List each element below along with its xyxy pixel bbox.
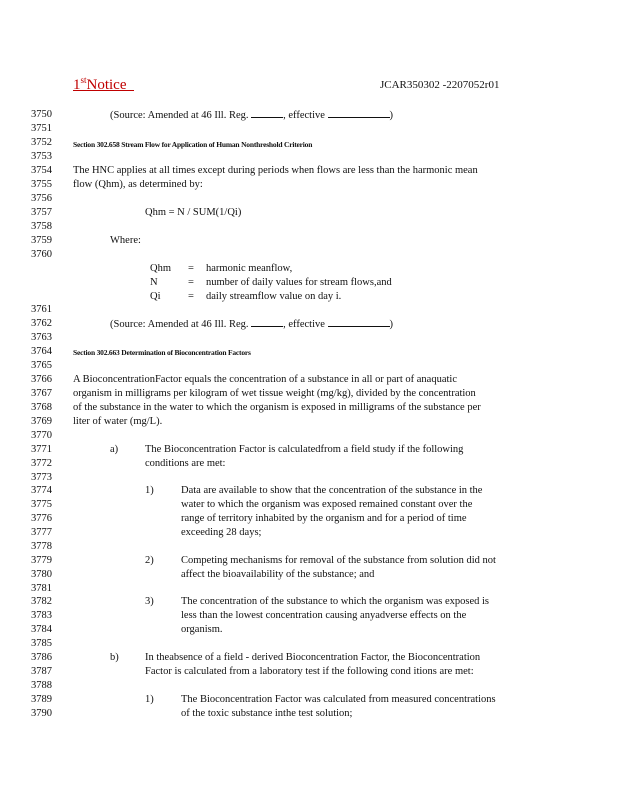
- source-note-1: (Source: Amended at 46 Ill. Reg. , effective ): [110, 110, 394, 121]
- line-number: 3761: [31, 304, 52, 315]
- line-number: 3763: [31, 332, 52, 343]
- line-number: 3751: [31, 123, 52, 134]
- line-number: 3753: [31, 151, 52, 162]
- line-number: 3764: [31, 346, 52, 357]
- item-a2-line-2: affect the bioavailability of the substance; and: [181, 569, 375, 580]
- line-number: 3786: [31, 652, 52, 663]
- line-number: 3778: [31, 541, 52, 552]
- subsection-b-line-2: Factor is calculated from a laboratory test if the following cond itions are met:: [145, 666, 474, 677]
- section-heading-302-658: Section 302.658 Stream Flow for Application of Human Nonthreshold Criterion: [73, 140, 313, 149]
- definition-term-qhm: Qhm: [150, 263, 171, 274]
- item-a2-label: 2): [145, 555, 154, 566]
- line-number: 3784: [31, 624, 52, 635]
- section-heading-302-663: Section 302.663 Determination of Bioconcentration Factors: [73, 348, 251, 357]
- line-number: 3756: [31, 193, 52, 204]
- line-number: 3754: [31, 165, 52, 176]
- item-a3-line-3: organism.: [181, 624, 223, 635]
- item-a3-line-1: The concentration of the substance to which the organism was exposed is: [181, 596, 490, 607]
- source-note-2: (Source: Amended at 46 Ill. Reg. , effective ): [110, 319, 394, 330]
- line-number: 3790: [31, 708, 52, 719]
- line-number: 3785: [31, 638, 52, 649]
- subsection-a-label: a): [110, 444, 119, 455]
- definition-equals-n: =: [188, 277, 194, 288]
- line-number: 3769: [31, 416, 52, 427]
- item-a1-label: 1): [145, 485, 154, 496]
- paragraph-hnc-line-1: The HNC applies at all times except during periods when flows are less than the harmonic mean: [73, 165, 478, 176]
- definition-equals-qhm: =: [188, 263, 194, 274]
- line-number: 3762: [31, 318, 52, 329]
- paragraph-bcf-line-3: of the substance in the water to which the organism is exposed in milligrams of the substance per: [73, 402, 481, 413]
- paragraph-bcf-line-1: A BioconcentrationFactor equals the concentration of a substance in all or part of anaquatic: [73, 374, 457, 385]
- item-a1-line-3: range of territory inhabited by the organism and for a period of time: [181, 513, 467, 524]
- definition-term-n: N: [150, 277, 158, 288]
- item-b1-label: 1): [145, 694, 154, 705]
- line-number: 3774: [31, 485, 52, 496]
- line-number: 3759: [31, 235, 52, 246]
- item-a1-line-1: Data are available to show that the concentration of the substance in the: [181, 485, 483, 496]
- line-number: 3771: [31, 444, 52, 455]
- definition-text-qi: daily streamflow value on day i.: [206, 291, 342, 302]
- harmonic-mean-formula: Qhm = N / SUM(1/Qi): [145, 207, 242, 218]
- line-number: 3789: [31, 694, 52, 705]
- line-number: 3777: [31, 527, 52, 538]
- line-number: 3772: [31, 458, 52, 469]
- line-number: 3770: [31, 430, 52, 441]
- line-number: 3776: [31, 513, 52, 524]
- item-a1-line-4: exceeding 28 days;: [181, 527, 262, 538]
- line-number: 3765: [31, 360, 52, 371]
- definition-text-n: number of daily values for stream flows,and: [206, 277, 392, 288]
- item-b1-line-1: The Bioconcentration Factor was calculated from measured concentrations: [181, 694, 496, 705]
- subsection-b-line-1: In theabsence of a field - derived Bioconcentration Factor, the Bioconcentration: [145, 652, 481, 663]
- line-number: 3766: [31, 374, 52, 385]
- item-a1-line-2: water to which the organism was exposed remained constant over the: [181, 499, 473, 510]
- line-number: 3758: [31, 221, 52, 232]
- line-number: 3768: [31, 402, 52, 413]
- line-number: 3757: [31, 207, 52, 218]
- paragraph-bcf-line-4: liter of water (mg/L).: [73, 416, 163, 427]
- line-number: 3752: [31, 137, 52, 148]
- line-number: 3760: [31, 249, 52, 260]
- item-a3-label: 3): [145, 596, 154, 607]
- paragraph-hnc-line-2: flow (Qhm), as determined by:: [73, 179, 203, 190]
- line-number: 3787: [31, 666, 52, 677]
- definition-text-qhm: harmonic meanflow,: [206, 263, 293, 274]
- line-number: 3750: [31, 109, 52, 120]
- item-a2-line-1: Competing mechanisms for removal of the substance from solution did not: [181, 555, 496, 566]
- line-number: 3773: [31, 472, 52, 483]
- where-label: Where:: [110, 235, 141, 246]
- item-b1-line-2: of the toxic substance inthe test solution;: [181, 708, 353, 719]
- line-number: 3767: [31, 388, 52, 399]
- line-number: 3779: [31, 555, 52, 566]
- line-number: 3755: [31, 179, 52, 190]
- definition-term-qi: Qi: [150, 291, 161, 302]
- subsection-b-label: b): [110, 652, 119, 663]
- line-number: 3783: [31, 610, 52, 621]
- line-number: 3782: [31, 596, 52, 607]
- first-notice-heading: 1stNotice: [73, 75, 127, 93]
- document-id: JCAR350302 -2207052r01: [380, 79, 500, 91]
- item-a3-line-2: less than the lowest concentration causing anyadverse effects on the: [181, 610, 467, 621]
- line-number: 3781: [31, 583, 52, 594]
- line-number: 3788: [31, 680, 52, 691]
- subsection-a-line-2: conditions are met:: [145, 458, 226, 469]
- line-number: 3780: [31, 569, 52, 580]
- definition-equals-qi: =: [188, 291, 194, 302]
- subsection-a-line-1: The Bioconcentration Factor is calculatedfrom a field study if the following: [145, 444, 464, 455]
- line-number: 3775: [31, 499, 52, 510]
- paragraph-bcf-line-2: organism in milligrams per kilogram of wet tissue weight (mg/kg), divided by the concentration: [73, 388, 476, 399]
